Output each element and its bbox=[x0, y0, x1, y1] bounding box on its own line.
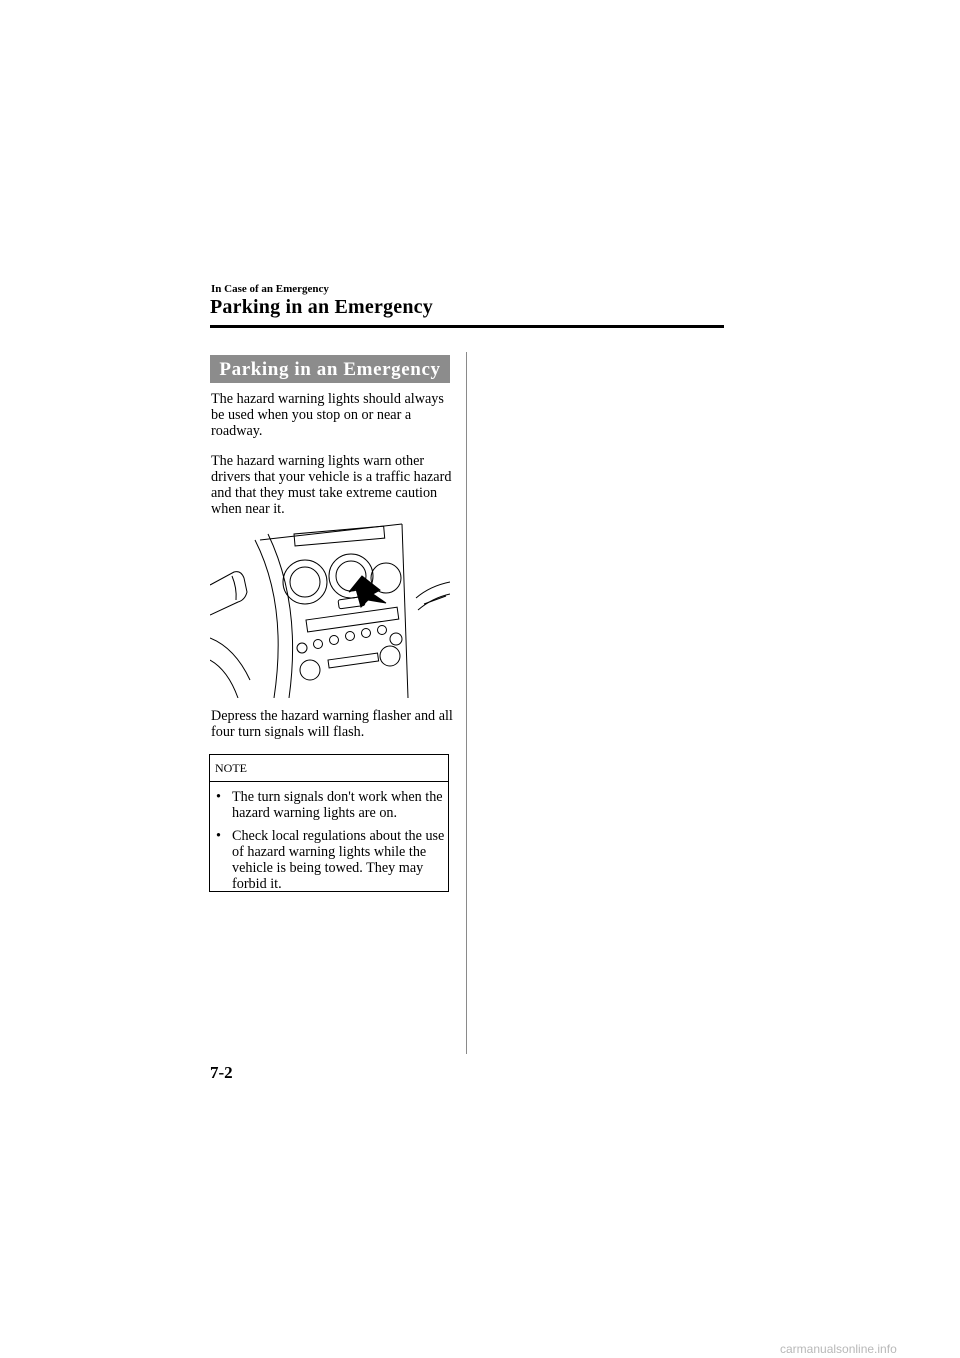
paragraph-hazard-usage: The hazard warning lights should always be used when you stop on or near a roadway. bbox=[211, 391, 444, 439]
page-number: 7-2 bbox=[210, 1063, 233, 1082]
chapter-label: In Case of an Emergency bbox=[211, 283, 329, 295]
note-item-text: The turn signals don't work when the hazard warning lights are on. bbox=[232, 789, 443, 821]
note-item bbox=[216, 789, 446, 821]
note-heading: NOTE bbox=[210, 755, 448, 782]
bullet-icon: • bbox=[216, 828, 221, 844]
title-rule bbox=[210, 325, 724, 328]
hazard-switch-illustration bbox=[210, 520, 450, 698]
note-box bbox=[209, 754, 449, 892]
note-item bbox=[216, 828, 446, 892]
bullet-icon: • bbox=[216, 789, 221, 805]
column-divider bbox=[466, 352, 467, 1054]
paragraph-depress-flasher: Depress the hazard warning flasher and all four turn signals will flash. bbox=[211, 708, 453, 740]
watermark[interactable]: carmanualsonline.info bbox=[780, 1342, 897, 1356]
paragraph-hazard-warning: The hazard warning lights warn other drivers that your vehicle is a traffic hazard and that they must take extreme caution when near it. bbox=[211, 453, 452, 517]
note-list bbox=[216, 789, 446, 899]
page-title: Parking in an Emergency bbox=[210, 296, 433, 318]
note-item-text: Check local regulations about the use of hazard warning lights while the vehicle is being towed. They may forbid it. bbox=[232, 828, 445, 892]
section-banner: Parking in an Emergency bbox=[210, 355, 450, 383]
